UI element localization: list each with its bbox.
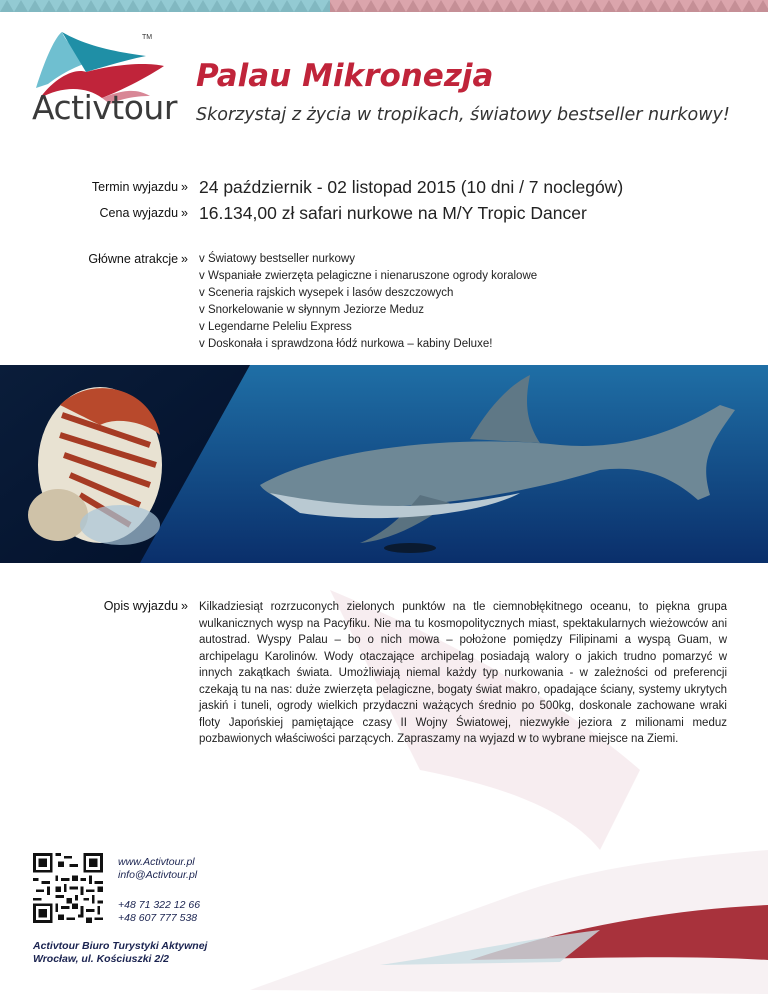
email-link[interactable]: info@Activtour.pl	[118, 869, 198, 881]
termin-value: 24 październik - 02 listopad 2015 (10 dni / 7 noclegów)	[199, 177, 624, 197]
list-item: v Snorkelowanie w słynnym Jeziorze Meduz	[199, 304, 424, 316]
phone-2: +48 607 777 538	[118, 912, 198, 924]
company-name: Activtour Biuro Turystyki Aktywnej	[33, 940, 208, 952]
page-subtitle: Skorzystaj z życia w tropikach, światowy bestseller nurkowy!	[196, 105, 730, 125]
company-address: Wrocław, ul. Kościuszki 2/2	[33, 953, 169, 965]
atrakcje-label: Główne atrakcje »	[88, 252, 188, 266]
list-item: v Legendarne Peleliu Express	[199, 321, 352, 333]
qr-code-icon	[33, 853, 103, 923]
arrow-icon: »	[181, 206, 188, 220]
arrow-icon: »	[181, 180, 188, 194]
cena-label: Cena wyjazdu »	[99, 206, 188, 220]
trademark-mark: TM	[142, 34, 153, 41]
arrow-icon: »	[181, 252, 188, 266]
trip-description: Kilkadziesiąt rozrzuconych zielonych punktów na tle ciemnobłękitnego oceanu, to piękna grupa wulkanicznych wysp na Pacyfiku. Nie ma tu kosmopolitycznych miast, spektakularnych wieżowców ani autostrad. Wyspy Palau – bo o nich mowa – położone pomiędzy Filipinami a wyspą Guam, w archipelagu Karolinów. Wody otaczające archipelag posiadają walory o jakich trudno pomarzyć w innych zakątkach świata. Umożliwiają niemal każdy typ nurkowania - w zależności od preferencji czekają tu na nas: duże zwierzęta pelagiczne, bogaty świat makro, opadające ściany, systemy ukrytych jaskiń i tuneli, ogrody wielkich przydaczni ważących średnio po 500kg, doskonale zachowane wraki floty Japońskiej pamiętające czasy II Wojny Światowej, niezwykłe jeziora z milionami meduz pozbawionych właściwości parzących. Zapraszamy na wyjazd w to wybrane miejsce na Ziemi.	[199, 601, 727, 745]
arrow-icon: »	[181, 599, 188, 613]
attractions-list	[199, 251, 537, 353]
phone-1: +48 71 322 12 66	[118, 899, 201, 911]
opis-label: Opis wyjazdu »	[103, 599, 188, 613]
list-item: v Doskonała i sprawdzona łódź nurkowa – kabiny Deluxe!	[199, 338, 493, 350]
cena-value: 16.134,00 zł safari nurkowe na M/Y Tropic Dancer	[199, 203, 587, 223]
list-item: v Sceneria rajskich wysepek i lasów deszczowych	[199, 287, 454, 299]
list-item: v Światowy bestseller nurkowy	[199, 253, 355, 265]
list-item: v Wspaniałe zwierzęta pelagiczne i nienaruszone ogrody koralowe	[199, 270, 538, 282]
website-link[interactable]: www.Activtour.pl	[118, 856, 195, 868]
logo-wordmark: Activtour	[32, 88, 177, 127]
nautilus-shark-photo	[0, 365, 768, 563]
termin-label: Termin wyjazdu »	[91, 180, 188, 194]
page-title: Palau Mikronezja	[196, 58, 494, 94]
